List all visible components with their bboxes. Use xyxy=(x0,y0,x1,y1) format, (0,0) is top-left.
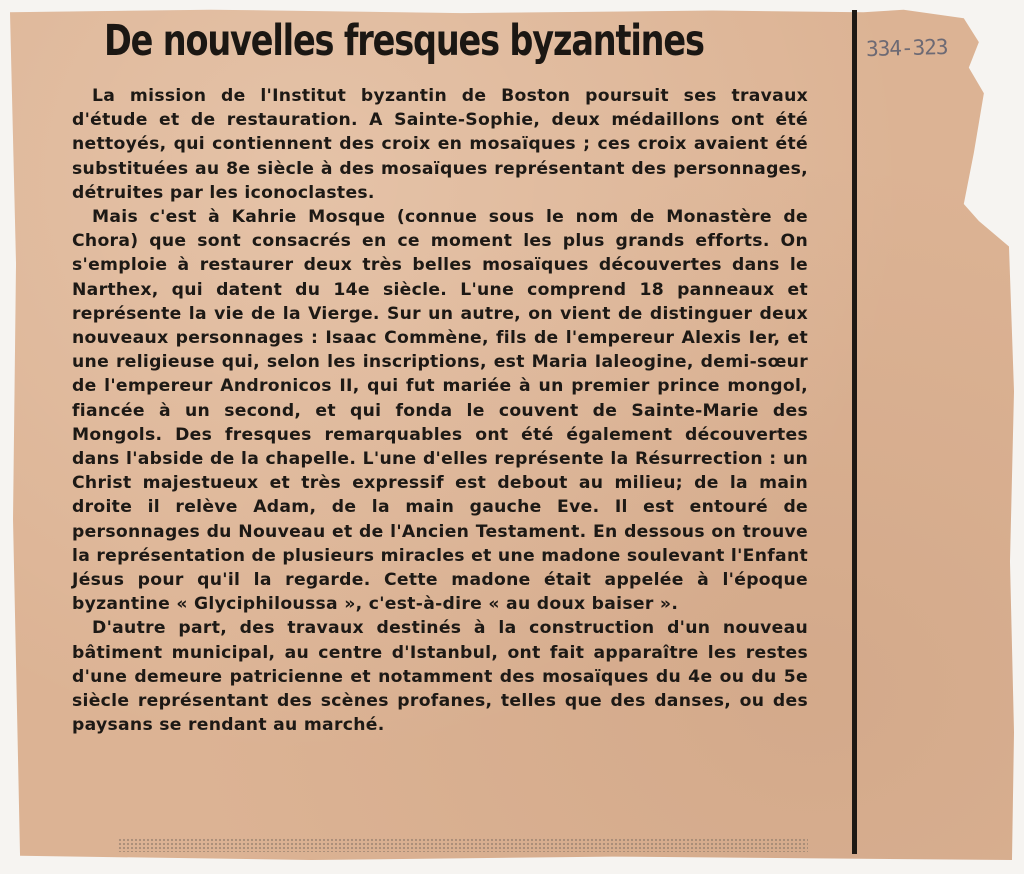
article-paragraph-1: La mission de l'Institut byzantin de Boston poursuit ses travaux d'étude et de restauration. A Sainte-Sophie, deux médaillons ont été nettoyés, qui contiennent des croix en mosaïques ; ces croix avaient été substituées au 8e siècle à des mosaïques représentant des personnages, détruites par les iconoclastes. xyxy=(72,86,808,203)
halftone-strip xyxy=(118,838,808,852)
article-body xyxy=(72,84,808,737)
article-headline: De nouvelles fresques byzantines xyxy=(104,16,704,66)
article-paragraph-2: Mais c'est à Kahrie Mosque (connue sous le nom de Monastère de Chora) que sont consacrés en ce moment les plus grands efforts. On s'emploie à restaurer deux très belles mosaïques découvertes dans le Narthex, qui datent du 14e siècle. L'une comprend 18 panneaux et représente la vie de la Vierge. Sur un autre, on vient de distinguer deux nouveaux personnages : Isaac Commène, fils de l'empereur Alexis Ier, et une religieuse qui, selon les inscriptions, est Maria Ialeogine, demi-sœur de l'empereur Andronicos II, qui fut mariée à un premier prince mongol, fiancée à un second, et qui fonda le couvent de Sainte-Marie des Mongols. Des fresques remarquables ont été également découvertes dans l'abside de la chapelle. L'une d'elles représente la Résurrection : un Christ majestueux et très expressif est debout au milieu; de la main droite il relève Adam, de la main gauche Eve. Il est entouré de personnages du Nouveau et de l'Ancien Testament. En dessous on trouve la représentation de plusieurs miracles et une madone soulevant l'Enfant Jésus pour qu'il la regarde. Cette madone était appelée à l'époque byzantine « Glyciphiloussa », c'est-à-dire « au doux baiser ». xyxy=(72,207,808,615)
column-rule xyxy=(852,10,857,854)
article-paragraph-3: D'autre part, des travaux destinés à la construction d'un nouveau bâtiment municipal, au centre d'Istanbul, ont fait apparaître les restes d'une demeure patricienne et notamment des mosaïques du 4e ou du 5e siècle représentant des scènes profanes, telles que des danses, ou des paysans se rendant au marché. xyxy=(72,618,808,736)
handwritten-reference-number: 334-323 xyxy=(865,34,948,62)
